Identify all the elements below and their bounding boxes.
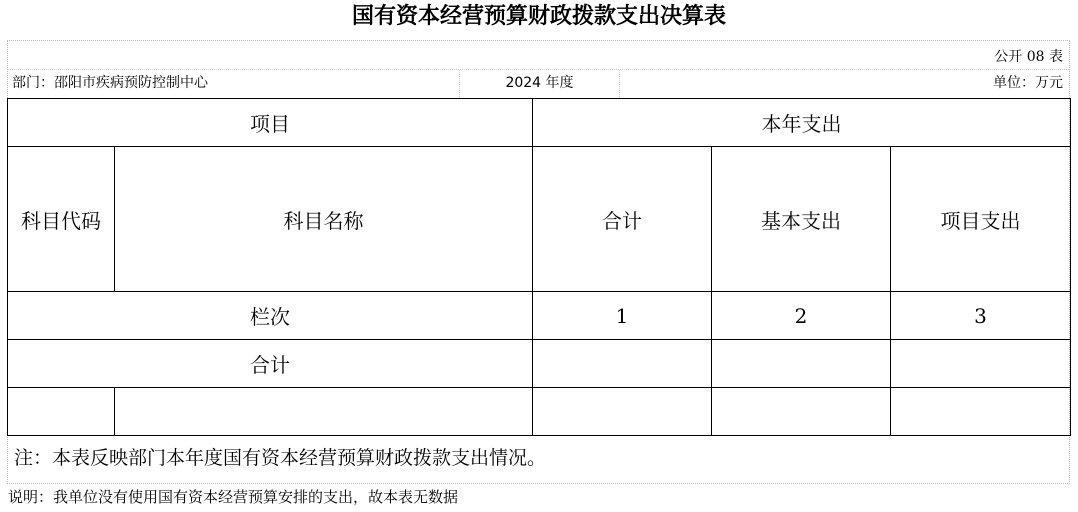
year-label: 2024 年度 (460, 70, 620, 97)
header-project: 项目 (8, 99, 533, 147)
column-index-label: 栏次 (8, 292, 533, 340)
header-project-expense: 项目支出 (891, 147, 1071, 292)
header-total: 合计 (533, 147, 712, 292)
header-row-1 (8, 99, 1071, 147)
table-code: 公开 08 表 (994, 49, 1063, 65)
table-note: 注：本表反映部门本年度国有资本经营预算财政拨款支出情况。 (14, 447, 547, 469)
unit-label: 单位：万元 (993, 75, 1063, 91)
meta-row (8, 70, 1069, 97)
report-title: 国有资本经营预算财政拨款支出决算表 (351, 4, 726, 29)
table-row (8, 388, 1071, 436)
header-basic-expense: 基本支出 (712, 147, 891, 292)
footnote: 说明：我单位没有使用国有资本经营预算安排的支出，故本表无数据 (8, 488, 459, 506)
column-index-1: 1 (533, 292, 712, 340)
header-subject-name: 科目名称 (115, 147, 533, 292)
column-index-row (8, 292, 1071, 340)
header-current-year-expense: 本年支出 (533, 99, 1071, 147)
header-subject-code: 科目代码 (8, 147, 115, 292)
total-row-total (533, 340, 712, 388)
total-row-basic (712, 340, 891, 388)
header-row-2 (8, 147, 1071, 292)
row-project (891, 388, 1071, 436)
table-code-row (8, 41, 1069, 70)
row-subject-code (8, 388, 115, 436)
total-row (8, 340, 1071, 388)
row-basic (712, 388, 891, 436)
row-total (533, 388, 712, 436)
expense-table (7, 98, 1071, 436)
total-row-project (891, 340, 1071, 388)
row-subject-name (115, 388, 533, 436)
department-label: 部门：邵阳市疾病预防控制中心 (8, 70, 460, 97)
column-index-3: 3 (891, 292, 1071, 340)
total-row-label: 合计 (8, 340, 533, 388)
column-index-2: 2 (712, 292, 891, 340)
